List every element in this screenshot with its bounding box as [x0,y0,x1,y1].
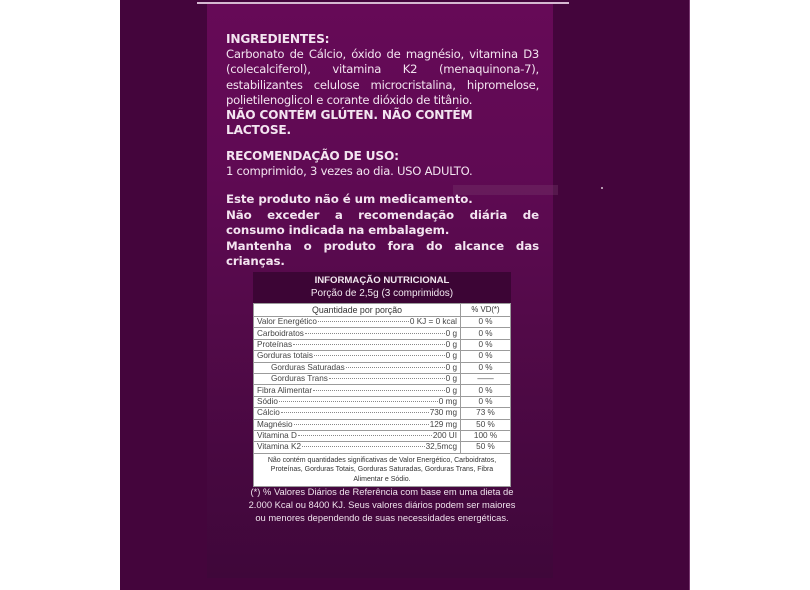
nutrient-daily-value: 50 % [461,419,511,430]
nutrient-daily-value: 0 % [461,385,511,396]
nutrient-cell [254,317,461,328]
allergen-notice: NÃO CONTÉM GLÚTEN. NÃO CONTÉM LACTOSE. [226,108,473,138]
table-row [254,419,511,430]
nutrient-cell [254,362,461,373]
usage-heading: RECOMENDAÇÃO DE USO: [226,149,399,164]
table-row [254,339,511,350]
label-text [226,32,539,270]
nutrient-label: Vitamina D [257,431,297,441]
nutrient-cell [254,442,461,453]
nutrient-label: Carboidratos [257,328,304,338]
nutrient-cell [254,419,461,430]
nutrient-daily-value: 0 % [461,362,511,373]
leader-dots [305,333,445,334]
image-artifact-dot [601,187,603,189]
nutrient-cell [254,339,461,350]
nutrient-amount: 0 KJ = 0 kcal [409,317,457,327]
table-row [254,442,511,453]
nutrient-label: Magnésio [257,419,293,429]
nutrient-label: Gorduras Trans [271,374,328,384]
warning-dosage: Não exceder a recomendação diária de consumo indicada na embalagem. [226,207,539,238]
nutrient-amount: 0 g [445,385,457,395]
table-row [254,373,511,384]
warning-children: Mantenha o produto fora do alcance das crianças. [226,238,539,269]
ingredients-text: Carbonato de Cálcio, óxido de magnésio, vitamina D3 (colecalciferol), vitamina K2 (menaquinona-7), estabilizantes celulose microcristalina, hipromelose, polietilenoglicol e corante dióxido de titânio. [226,47,539,107]
nutrition-title: INFORMAÇÃO NUTRICIONAL [314,275,450,286]
nutrient-cell [254,328,461,339]
table-row [254,317,511,328]
leader-dots [302,446,425,447]
nutrient-daily-value: 0 % [461,351,511,362]
nutrient-amount: 129 mg [429,419,457,429]
nutrient-label: Proteínas [257,339,293,349]
nutrient-label: Fibra Alimentar [257,385,313,395]
serving-size: Porção de 2,5g (3 comprimidos) [310,288,454,299]
table-row [254,408,511,419]
nutrient-daily-value: —— [461,373,511,384]
table-row [254,351,511,362]
nutrient-label: Valor Energético [257,317,317,327]
nutrient-daily-value: 73 % [461,408,511,419]
table-row [254,385,511,396]
daily-values-footnote: (*) % Valores Diários de Referência com base em uma dieta de 2.000 Kcal ou 8400 KJ. Seus valores diários podem ser maiores ou menores dependendo de suas necessidades energéticas. [248,486,516,523]
nutrient-cell [254,430,461,441]
background-edge [689,0,690,590]
nutrient-amount: 0 g [445,351,457,361]
top-divider [197,2,569,4]
nutrient-label: Gorduras Saturadas [271,362,345,372]
nutrient-daily-value: 50 % [461,442,511,453]
nutrient-cell [254,351,461,362]
leader-dots [346,367,445,368]
nutrient-amount: 0 g [445,328,457,338]
nutrition-note: Não contém quantidades significativas de Valor Energético, Carboidratos, Proteínas, Gorduras Totais, Gorduras Saturadas, Gorduras Trans, Fibra Alimentar e Sódio. [254,453,511,487]
table-row [254,328,511,339]
leader-dots [318,321,409,322]
table-row [254,362,511,373]
nutrient-cell [254,396,461,407]
column-header-dv: % VD(*) [461,304,511,317]
nutrient-amount: 0 g [445,362,457,372]
nutrient-amount: 200 UI [432,431,457,441]
table-note-row [254,453,511,487]
nutrient-amount: 0 g [445,374,457,384]
leader-dots [294,424,429,425]
leader-dots [313,390,445,391]
column-header-quantity: Quantidade por porção [254,304,461,317]
leader-dots [329,378,445,379]
nutrient-amount: 0 g [445,339,457,349]
nutrient-amount: 32,5mcg [425,442,457,452]
nutrition-header [253,272,511,303]
nutrient-amount: 0 mg [438,396,457,406]
table-row [254,430,511,441]
nutrient-label: Cálcio [257,408,280,418]
nutrition-grid [253,303,511,487]
leader-dots [298,435,432,436]
nutrient-label: Vitamina K2 [257,442,301,452]
nutrient-daily-value: 0 % [461,317,511,328]
warnings [226,192,539,270]
nutrient-daily-value: 0 % [461,396,511,407]
nutrient-daily-value: 100 % [461,430,511,441]
nutrient-cell [254,385,461,396]
leader-dots [314,355,445,356]
nutrient-cell [254,408,461,419]
table-row [254,396,511,407]
leader-dots [281,412,429,413]
nutrient-label: Gorduras totais [257,351,313,361]
nutrient-amount: 730 mg [429,408,457,418]
nutrient-label: Sódio [257,396,278,406]
usage-text: 1 comprimido, 3 vezes ao dia. USO ADULTO. [226,164,473,179]
ingredients-heading: INGREDIENTES: [226,32,330,46]
warning-not-medicine: Este produto não é um medicamento. [226,192,473,207]
nutrition-facts-table [253,272,511,487]
leader-dots [279,401,438,402]
nutrient-daily-value: 0 % [461,339,511,350]
nutrient-cell [254,373,461,384]
nutrient-daily-value: 0 % [461,328,511,339]
leader-dots [293,344,445,345]
table-header-row [254,304,511,317]
